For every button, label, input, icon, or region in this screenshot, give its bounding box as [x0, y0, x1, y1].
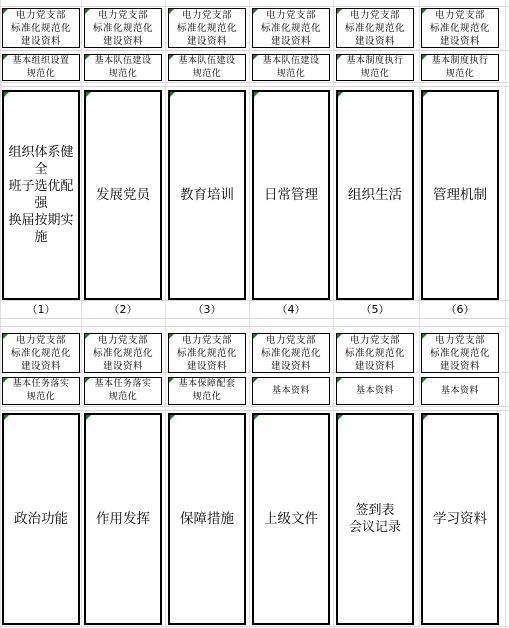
- subtitle-text: 基本制度执行 规范化: [431, 55, 489, 79]
- main-label-cell[interactable]: [168, 90, 246, 300]
- cell-marker-icon: [254, 92, 259, 97]
- cell-marker-icon: [253, 378, 258, 383]
- grid-line: [333, 0, 334, 628]
- cell-marker-icon: [169, 55, 174, 60]
- subtitle-text: 基本队伍建设 规范化: [178, 55, 236, 79]
- main-label-cell[interactable]: [336, 413, 414, 625]
- subtitle-cell[interactable]: [421, 377, 499, 405]
- cell-marker-icon: [86, 415, 91, 420]
- header-cell[interactable]: [421, 8, 499, 48]
- main-label-text: 保障措施: [180, 510, 234, 527]
- header-text: 电力党支部 标准化规范化 建设资料: [92, 334, 153, 372]
- main-label-cell[interactable]: [336, 90, 414, 300]
- cell-marker-icon: [338, 415, 343, 420]
- cell-marker-icon: [86, 92, 91, 97]
- grid-line: [0, 406, 509, 407]
- main-label-cell[interactable]: [252, 90, 330, 300]
- grid-line: [0, 82, 509, 83]
- column-number: （1）: [26, 303, 56, 316]
- cell-marker-icon: [4, 92, 9, 97]
- main-label-text: 学习资料: [433, 510, 487, 527]
- main-label-cell[interactable]: [2, 90, 80, 300]
- header-cell[interactable]: [2, 333, 80, 373]
- header-cell[interactable]: [84, 8, 162, 48]
- header-text: 电力党支部 标准化规范化 建设资料: [92, 9, 153, 47]
- subtitle-cell[interactable]: [168, 54, 246, 81]
- subtitle-cell[interactable]: [168, 377, 246, 405]
- cell-marker-icon: [423, 92, 428, 97]
- header-text: 电力党支部 标准化规范化 建设资料: [429, 334, 490, 372]
- column-number: （5）: [360, 303, 390, 316]
- header-text: 电力党支部 标准化规范化 建设资料: [10, 334, 71, 372]
- subtitle-cell[interactable]: [2, 377, 80, 405]
- subtitle-text: 基本任务落实 规范化: [94, 379, 152, 402]
- main-label-text: 上级文件: [264, 510, 318, 527]
- main-label-text: 作用发挥: [96, 510, 150, 527]
- column-number: （2）: [108, 303, 138, 316]
- cell-marker-icon: [253, 334, 258, 339]
- cell-marker-icon: [170, 415, 175, 420]
- main-label-cell[interactable]: [421, 90, 499, 300]
- subtitle-cell[interactable]: [336, 377, 414, 405]
- subtitle-cell[interactable]: [336, 54, 414, 81]
- main-label-cell[interactable]: [421, 413, 499, 625]
- grid-line: [0, 0, 1, 628]
- header-cell[interactable]: [168, 333, 246, 373]
- header-cell[interactable]: [336, 8, 414, 48]
- cell-marker-icon: [3, 334, 8, 339]
- header-text: 电力党支部 标准化规范化 建设资料: [260, 9, 321, 47]
- header-cell[interactable]: [84, 333, 162, 373]
- cell-marker-icon: [169, 334, 174, 339]
- cell-marker-icon: [85, 378, 90, 383]
- header-cell[interactable]: [168, 8, 246, 48]
- header-cell[interactable]: [2, 8, 80, 48]
- header-text: 电力党支部 标准化规范化 建设资料: [176, 9, 237, 47]
- subtitle-text: 基本任务落实 规范化: [12, 379, 70, 402]
- subtitle-cell[interactable]: [84, 377, 162, 405]
- main-label-cell[interactable]: [2, 413, 80, 625]
- header-cell[interactable]: [421, 333, 499, 373]
- grid-line: [0, 410, 509, 411]
- cell-marker-icon: [253, 9, 258, 14]
- subtitle-text: 基本保障配套 规范化: [178, 379, 236, 402]
- grid-line: [0, 318, 509, 319]
- grid-line: [0, 6, 509, 7]
- cell-marker-icon: [337, 55, 342, 60]
- column-number: （3）: [192, 303, 222, 316]
- main-label-text: 组织体系健全 班子选优配强 换届按期实施: [8, 145, 74, 245]
- cell-marker-icon: [423, 415, 428, 420]
- cell-marker-icon: [253, 55, 258, 60]
- cell-marker-icon: [85, 9, 90, 14]
- cell-marker-icon: [422, 9, 427, 14]
- grid-line: [0, 86, 509, 87]
- cell-marker-icon: [3, 9, 8, 14]
- subtitle-cell[interactable]: [2, 54, 80, 81]
- header-cell[interactable]: [252, 333, 330, 373]
- grid-line: [81, 0, 82, 628]
- cell-marker-icon: [3, 55, 8, 60]
- main-label-text: 政治功能: [14, 510, 68, 527]
- cell-marker-icon: [337, 9, 342, 14]
- main-label-text: 管理机制: [433, 186, 487, 203]
- cell-marker-icon: [422, 378, 427, 383]
- main-label-text: 组织生活: [348, 186, 402, 203]
- subtitle-text: 基本组织设置 规范化: [12, 55, 70, 79]
- main-label-cell[interactable]: [84, 413, 162, 625]
- header-cell[interactable]: [336, 333, 414, 373]
- subtitle-text: 基本资料: [440, 385, 479, 396]
- main-label-text: 教育培训: [180, 186, 234, 203]
- grid-line: [505, 0, 506, 628]
- grid-line: [249, 0, 250, 628]
- cell-marker-icon: [85, 334, 90, 339]
- header-text: 电力党支部 标准化规范化 建设资料: [344, 334, 405, 372]
- grid-line: [165, 0, 166, 628]
- header-text: 电力党支部 标准化规范化 建设资料: [176, 334, 237, 372]
- subtitle-cell[interactable]: [252, 54, 330, 81]
- cell-marker-icon: [422, 55, 427, 60]
- subtitle-text: 基本制度执行 规范化: [346, 55, 404, 79]
- grid-line: [0, 626, 509, 627]
- cell-marker-icon: [85, 55, 90, 60]
- cell-marker-icon: [338, 92, 343, 97]
- main-label-text: 发展党员: [96, 186, 150, 203]
- subtitle-cell[interactable]: [252, 377, 330, 405]
- column-number: （4）: [276, 303, 306, 316]
- grid-line: [419, 0, 420, 628]
- subtitle-cell[interactable]: [84, 54, 162, 81]
- cell-marker-icon: [337, 378, 342, 383]
- cell-marker-icon: [4, 415, 9, 420]
- cell-marker-icon: [254, 415, 259, 420]
- cell-marker-icon: [422, 334, 427, 339]
- main-label-text: 日常管理: [264, 186, 318, 203]
- cell-marker-icon: [337, 334, 342, 339]
- subtitle-text: 基本资料: [271, 385, 310, 396]
- cell-marker-icon: [169, 378, 174, 383]
- main-label-cell[interactable]: [84, 90, 162, 300]
- header-cell[interactable]: [252, 8, 330, 48]
- cell-marker-icon: [170, 92, 175, 97]
- main-label-text: 签到表 会议记录: [348, 503, 401, 535]
- subtitle-text: 基本队伍建设 规范化: [262, 55, 320, 79]
- header-text: 电力党支部 标准化规范化 建设资料: [10, 9, 71, 47]
- main-label-cell[interactable]: [252, 413, 330, 625]
- subtitle-text: 基本资料: [355, 385, 394, 396]
- subtitle-cell[interactable]: [421, 54, 499, 81]
- header-text: 电力党支部 标准化规范化 建设资料: [260, 334, 321, 372]
- grid-line: [0, 50, 509, 51]
- column-number: （6）: [445, 303, 475, 316]
- cell-marker-icon: [169, 9, 174, 14]
- header-text: 电力党支部 标准化规范化 建设资料: [429, 9, 490, 47]
- cell-marker-icon: [3, 378, 8, 383]
- main-label-cell[interactable]: [168, 413, 246, 625]
- subtitle-text: 基本队伍建设 规范化: [94, 55, 152, 79]
- grid-line: [0, 326, 509, 327]
- header-text: 电力党支部 标准化规范化 建设资料: [344, 9, 405, 47]
